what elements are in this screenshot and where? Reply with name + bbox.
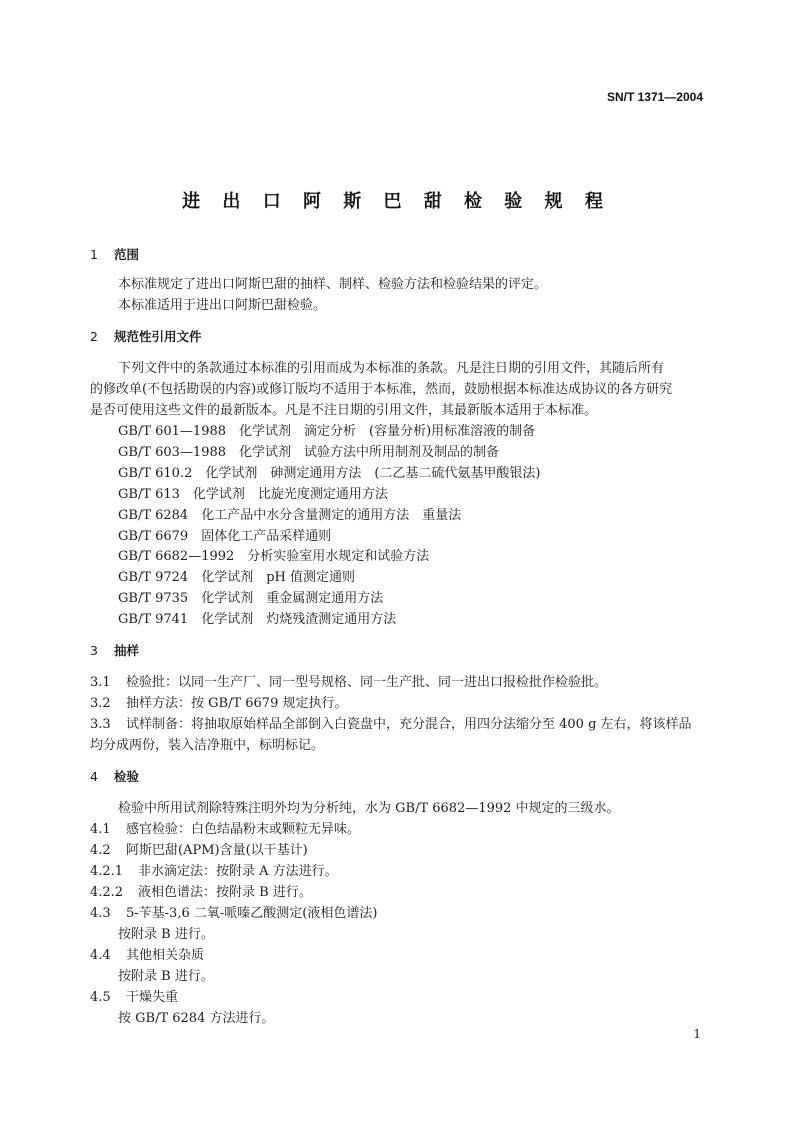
- clause-text: 干燥失重: [126, 990, 179, 1005]
- reference-item: GB/T 9724 化学试剂 pH 值测定通则: [118, 570, 355, 585]
- clause-text: 感官检验：白色结晶粉末或颗粒无异味。: [126, 822, 361, 837]
- section-number: 1: [90, 247, 98, 262]
- section-title: 抽样: [114, 643, 140, 658]
- clause-text: 检验批：以同一生产厂、同一型号规格、同一生产批、同一进出口报检批作检验批。: [126, 675, 608, 690]
- clause-4-1: [90, 822, 360, 838]
- clause-number: 3.3: [90, 717, 111, 732]
- clause-continuation: 均分成两份，装入洁净瓶中，标明标记。: [90, 738, 325, 753]
- clause-number: 3.1: [90, 675, 111, 690]
- clause-4-4: [90, 948, 204, 964]
- clause-text: 非水滴定法：按附录 A 方法进行。: [138, 864, 338, 879]
- clause-4-3: [90, 906, 377, 922]
- clause-4-2-2: [90, 885, 312, 901]
- document-title: 进 出 口 阿 斯 巴 甜 检 验 规 程: [182, 191, 611, 212]
- paragraph: 本标准规定了进出口阿斯巴甜的抽样、制样、检验方法和检验结果的评定。: [118, 277, 548, 292]
- reference-item: GB/T 6682—1992 分析实验室用水规定和试验方法: [118, 549, 430, 564]
- clause-3-1: [90, 675, 607, 691]
- paragraph: 检验中所用试剂除特殊注明外均为分析纯，水为 GB/T 6682—1992 中规定的三级水。: [118, 801, 620, 816]
- clause-text: 试样制备：将抽取原始样品全部倒入白瓷盘中，充分混合，用四分法缩分至 400 g 左右，将该样品: [126, 717, 692, 732]
- reference-item: GB/T 6679 固体化工产品采样通则: [118, 529, 332, 544]
- clause-4-2: [90, 843, 308, 859]
- section-number: 4: [90, 769, 98, 784]
- clause-number: 4.2: [90, 843, 111, 858]
- clause-number: 4.5: [90, 990, 111, 1005]
- reference-item: GB/T 6284 化工产品中水分含量测定的通用方法 重量法: [118, 508, 462, 523]
- clause-number: 4.2.2: [90, 885, 124, 900]
- section-1-heading: [90, 247, 139, 263]
- page-number: 1: [693, 1027, 701, 1041]
- section-4-heading: [90, 769, 139, 785]
- section-title: 范围: [114, 247, 140, 262]
- clause-body: 按 GB/T 6284 方法进行。: [118, 1011, 275, 1026]
- section-number: 3: [90, 643, 98, 658]
- clause-number: 4.2.1: [90, 864, 124, 879]
- reference-item: GB/T 9735 化学试剂 重金属测定通用方法: [118, 591, 384, 606]
- section-number: 2: [90, 329, 98, 344]
- section-title: 检验: [114, 769, 140, 784]
- clause-number: 4.3: [90, 906, 111, 921]
- paragraph-line: 下列文件中的条款通过本标准的引用而成为本标准的条款。凡是注日期的引用文件，其随后所有: [118, 361, 665, 376]
- clause-text: 抽样方法：按 GB/T 6679 规定执行。: [126, 696, 348, 711]
- clause-3-2: [90, 696, 347, 712]
- paragraph-line: 是否可使用这些文件的最新版本。凡是不注日期的引用文件，其最新版本适用于本标准。: [90, 403, 598, 418]
- section-2-heading: [90, 329, 202, 345]
- reference-item: GB/T 613 化学试剂 比旋光度测定通用方法: [118, 487, 388, 502]
- clause-4-5: [90, 990, 178, 1006]
- section-title: 规范性引用文件: [114, 329, 202, 344]
- clause-body: 按附录 B 进行。: [118, 927, 214, 942]
- paragraph-line: 的修改单(不包括勘误的内容)或修订版均不适用于本标准，然而，鼓励根据本标准达成协议的各方研究: [90, 382, 673, 397]
- clause-number: 4.1: [90, 822, 111, 837]
- standard-code: SN/T 1371—2004: [606, 90, 703, 104]
- clause-number: 4.4: [90, 948, 111, 963]
- clause-text: 液相色谱法：按附录 B 进行。: [138, 885, 312, 900]
- reference-item: GB/T 603—1988 化学试剂 试验方法中所用制剂及制品的制备: [118, 445, 500, 460]
- clause-4-2-1: [90, 864, 338, 880]
- clause-number: 3.2: [90, 696, 111, 711]
- clause-text: 5-苄基-3,6 二氧-哌嗪乙酸测定(液相色谱法): [126, 906, 378, 921]
- section-3-heading: [90, 643, 139, 659]
- clause-3-3: [90, 717, 692, 733]
- clause-text: 阿斯巴甜(APM)含量(以干基计): [126, 843, 308, 858]
- clause-text: 其他相关杂质: [126, 948, 205, 963]
- reference-item: GB/T 9741 化学试剂 灼烧残渣测定通用方法: [118, 612, 397, 627]
- reference-item: GB/T 610.2 化学试剂 砷测定通用方法 (二乙基二硫代氨基甲酸银法): [118, 466, 541, 481]
- reference-item: GB/T 601—1988 化学试剂 滴定分析 (容量分析)用标准溶液的制备: [118, 424, 536, 439]
- paragraph: 本标准适用于进出口阿斯巴甜检验。: [118, 298, 327, 313]
- clause-body: 按附录 B 进行。: [118, 969, 214, 984]
